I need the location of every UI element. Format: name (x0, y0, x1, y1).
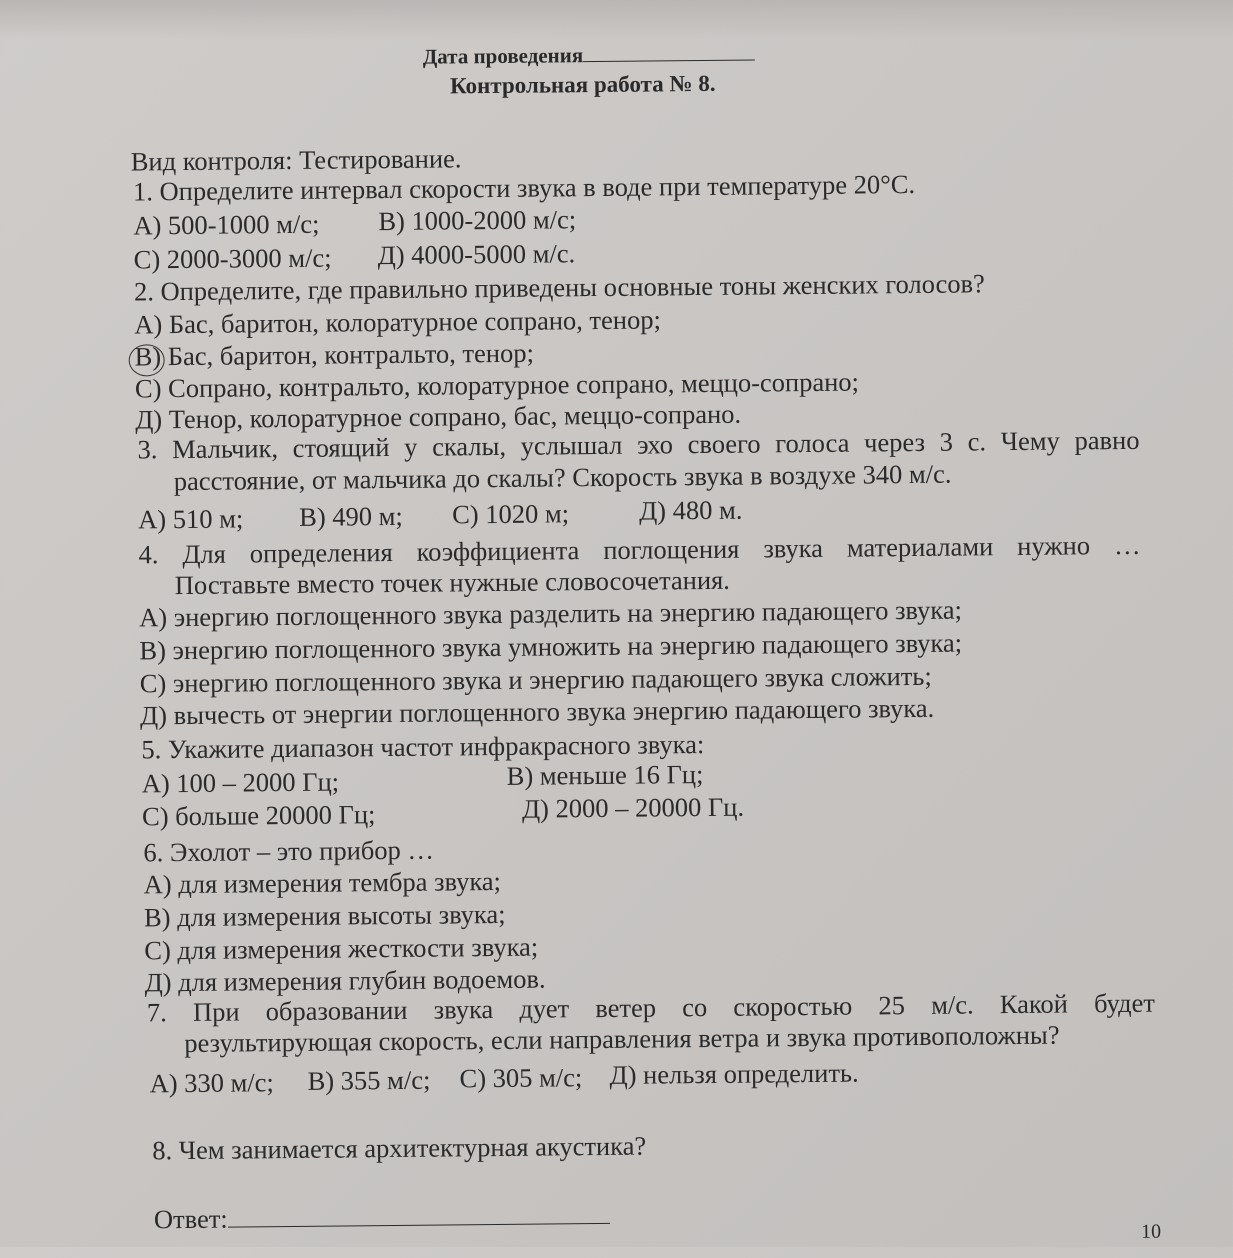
q1-option-c: С) 2000-3000 м/с; (133, 242, 332, 275)
answer-field (154, 1200, 610, 1234)
q2-text: 2. Определите, где правильно приведены основные тоны женских голосов? (133, 268, 985, 307)
answer-blank (228, 1223, 610, 1228)
q1-text: 1. Определите интервал скорости звука в воде при температуре 20°С. (132, 168, 916, 207)
q7-option-b: В) 355 м/с; (307, 1064, 431, 1096)
q5-option-b: В) меньше 16 Гц; (506, 759, 704, 791)
q2-option-c: С) Сопрано, контральто, колоратурное сопрано, меццо-сопрано; (134, 366, 860, 404)
q7-option-d: Д) нельзя определить. (609, 1057, 859, 1090)
q5-option-a: А) 100 – 2000 Гц; (141, 766, 340, 799)
q8-text: 8. Чем занимается архитектурная акустика? (152, 1130, 647, 1166)
q5-option-c: С) больше 20000 Гц; (141, 799, 376, 832)
q3-text-line1: 3. Мальчик, стоящий у скалы, услышал эхо своего голоса через 3 с. Чему равно (137, 424, 1140, 465)
date-blank (583, 59, 755, 62)
q3-option-d: Д) 480 м. (638, 494, 743, 526)
q7-text-line1: 7. При образовании звука дует ветер со скоростью 25 м/с. Какой будет (146, 987, 1156, 1028)
date-label: Дата проведения (422, 43, 584, 69)
q4-text-line1: 4. Для определения коэффициента поглощения звука материалами нужно … (138, 529, 1141, 570)
q3-option-b: В) 490 м; (299, 500, 403, 532)
q6-option-a: А) для измерения тембра звука; (143, 865, 502, 900)
q2-option-a: А) Бас, баритон, колоратурное сопрано, тенор; (134, 304, 662, 340)
control-type: Вид контроля: Тестирование. (130, 143, 462, 177)
q6-option-b: В) для измерения высоты звука; (143, 898, 506, 933)
q4-option-b: В) энергию поглощенного звука умножить на энергию падающего звука; (139, 627, 963, 666)
page-title: Контрольная работа № 8. (449, 70, 716, 99)
q4-text-line2: Поставьте вместо точек нужные словосочетания. (174, 564, 731, 601)
page-number: 10 (1140, 1220, 1162, 1243)
q4-option-a: А) энергию поглощенного звука разделить на энергию падающего звука; (139, 594, 963, 633)
q6-option-c: С) для измерения жесткости звука; (144, 931, 539, 966)
q3-option-c: С) 1020 м; (452, 498, 570, 530)
q5-text: 5. Укажите диапазон частот инфракрасного звука: (141, 729, 705, 765)
answer-label: Ответ: (153, 1203, 228, 1235)
q2-option-b: В) Бас, баритон, контральто, тенор; (134, 337, 535, 372)
q6-text: 6. Эхолот – это прибор … (143, 834, 435, 868)
q3-option-a: А) 510 м; (138, 503, 244, 535)
q7-option-c: С) 305 м/с; (459, 1062, 583, 1094)
q3-text-line2: расстояние, от мальчика до скалы? Скорость звука в воздухе 340 м/с. (173, 458, 952, 497)
q5-option-d: Д) 2000 – 20000 Гц. (521, 791, 745, 824)
q1-option-b: В) 1000-2000 м/с; (378, 204, 577, 237)
q1-option-d: Д) 4000-5000 м/с. (377, 238, 576, 271)
date-field (423, 38, 756, 71)
q4-option-c: С) энергию поглощенного звука и энергию падающего звука сложить; (139, 660, 932, 699)
q1-option-a: А) 500-1000 м/с; (133, 208, 320, 241)
q7-text-line2: результирующая скорость, если направления ветра и звука противоположны? (184, 1019, 1060, 1059)
q7-option-a: А) 330 м/с; (149, 1067, 274, 1099)
q6-option-d: Д) для измерения глубин водоемов. (144, 963, 546, 998)
q4-option-d: Д) вычесть от энергии поглощенного звука энергию падающего звука. (139, 692, 935, 731)
q2-option-d: Д) Тенор, колоратурное сопрано, бас, меццо-сопрано. (135, 398, 742, 435)
